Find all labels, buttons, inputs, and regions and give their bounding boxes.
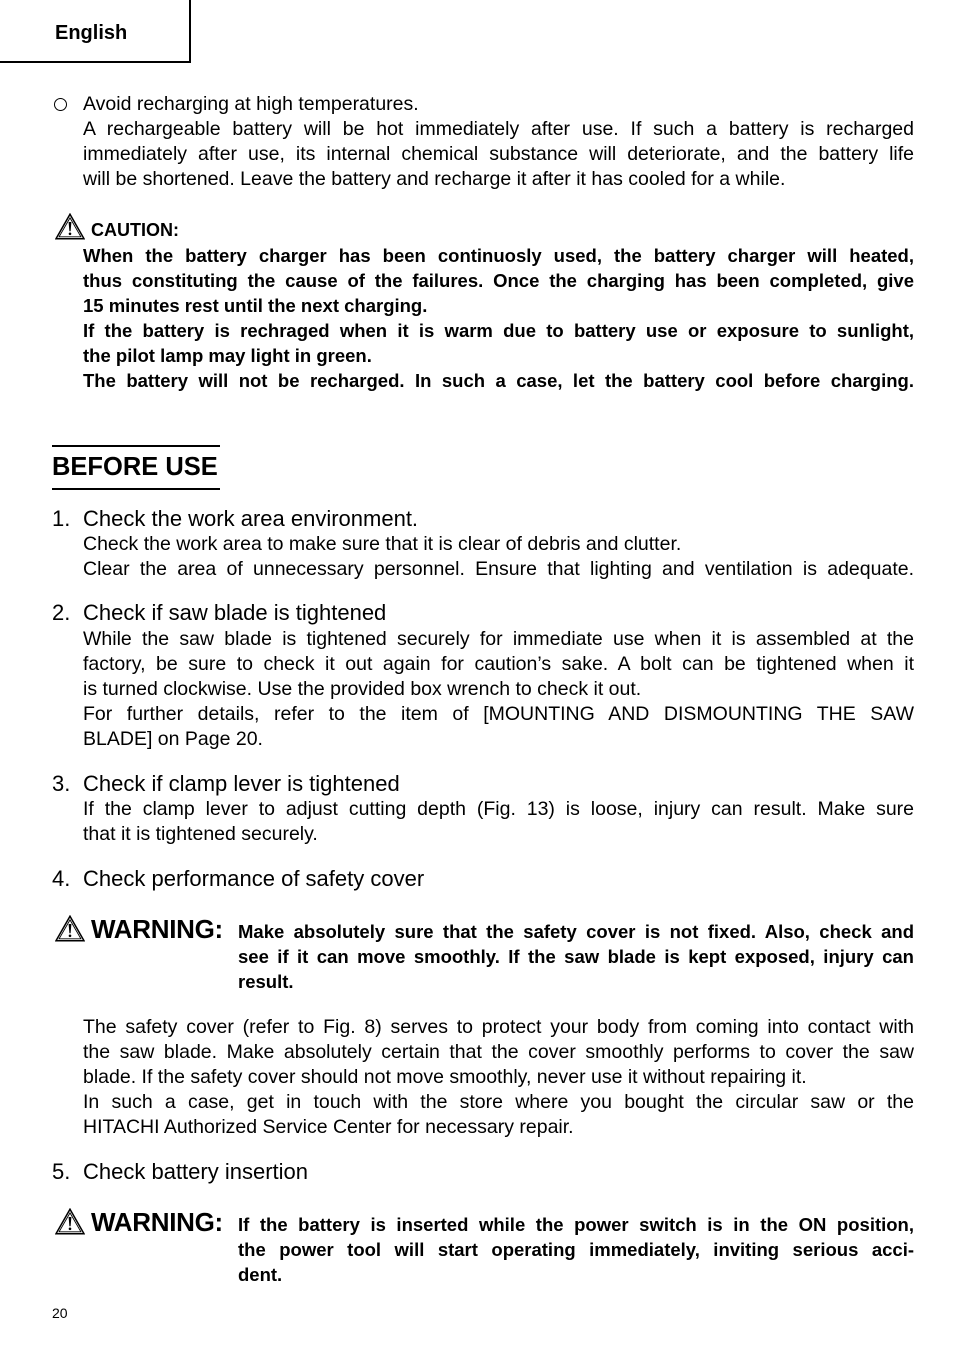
- warning-triangle-icon: [55, 1208, 85, 1235]
- warning-line: Make absolutely sure that the safety cover is not fixed. Also, check and: [238, 921, 914, 942]
- warning-line: dent.: [238, 1264, 283, 1285]
- item-number: 4.: [52, 866, 71, 891]
- circle-bullet-icon: [54, 98, 67, 111]
- language-label: English: [55, 22, 128, 44]
- caution-line: the pilot lamp may light in green.: [83, 345, 372, 366]
- item-number: 1.: [52, 506, 71, 531]
- item-title: Check if saw blade is tightened: [83, 600, 387, 625]
- caution-line: If the battery is rechraged when it is warm due to battery use or exposure to sunlight,: [83, 320, 914, 341]
- warning-line: If the battery is inserted while the power switch is in the ON position,: [238, 1214, 914, 1235]
- caution-text: [83, 243, 914, 393]
- item-title: Check performance of safety cover: [83, 866, 425, 891]
- item-line: Check the work area to make sure that it is clear of debris and clutter.: [83, 533, 682, 555]
- caution-triangle-icon: [55, 213, 85, 240]
- item-line: is turned clockwise. Use the provided box wrench to check it out.: [83, 678, 642, 700]
- item-line: the saw blade. Make absolutely certain that the cover smoothly performs to cover the saw: [83, 1041, 914, 1063]
- item-line: The safety cover (refer to Fig. 8) serves to protect your body from coming into contact with: [83, 1016, 914, 1038]
- item-line: factory, be sure to check it out again for caution’s sake. A bolt can be tightened when it: [83, 653, 914, 675]
- warning-line: see if it can move smoothly. If the saw blade is kept exposed, injury can: [238, 946, 914, 967]
- language-tab: [0, 0, 191, 63]
- item-number: 2.: [52, 600, 71, 625]
- item-line: that it is tightened securely.: [83, 823, 318, 845]
- warning-line: the power tool will start operating immediately, inviting serious acci-: [238, 1239, 914, 1260]
- note-line: A rechargeable battery will be hot immediately after use. If such a battery is recharged: [83, 118, 914, 140]
- item-number: 3.: [52, 771, 71, 796]
- item-line: While the saw blade is tightened securely for immediate use when it is assembled at the: [83, 628, 914, 650]
- item-line: blade. If the safety cover should not move smoothly, never use it without repairing it.: [83, 1066, 807, 1088]
- warning-text: [238, 919, 914, 994]
- caution-line: thus constituting the cause of the failures. Once the charging has been completed, give: [83, 270, 914, 291]
- note-line: will be shortened. Leave the battery and recharge it after it has cooled for a while.: [83, 168, 786, 190]
- item-line: Clear the area of unnecessary personnel. Ensure that lighting and ventilation is adequate.: [83, 558, 914, 580]
- item-text: [83, 1015, 914, 1140]
- recharge-note: [83, 92, 914, 192]
- warning-line: result.: [238, 971, 294, 992]
- section-title: BEFORE USE: [52, 445, 220, 490]
- caution-line: The battery will not be recharged. In such a case, let the battery cool before charging.: [83, 370, 914, 391]
- warning-triangle-icon: [55, 915, 85, 942]
- item-line: If the clamp lever to adjust cutting depth (Fig. 13) is loose, injury can result. Make sure: [83, 798, 914, 820]
- caution-label: CAUTION:: [91, 220, 179, 240]
- warning-label: WARNING:: [91, 1207, 223, 1237]
- caution-line: When the battery charger has been continuosly used, the battery charger will heated,: [83, 245, 914, 266]
- item-line: HITACHI Authorized Service Center for necessary repair.: [83, 1116, 574, 1138]
- item-line: BLADE] on Page 20.: [83, 728, 263, 750]
- warning-text: [238, 1212, 914, 1287]
- item-title: Check battery insertion: [83, 1159, 308, 1184]
- page-number: 20: [52, 1305, 68, 1321]
- item-text: [83, 797, 914, 847]
- item-title: Check the work area environment.: [83, 506, 419, 531]
- item-text: [83, 532, 914, 582]
- item-line: For further details, refer to the item of [MOUNTING AND DISMOUNTING THE SAW: [83, 703, 914, 725]
- item-title: Check if clamp lever is tightened: [83, 771, 400, 796]
- item-line: In such a case, get in touch with the store where you bought the circular saw or the: [83, 1091, 914, 1113]
- warning-label: WARNING:: [91, 914, 223, 944]
- item-text: [83, 627, 914, 752]
- item-number: 5.: [52, 1159, 71, 1184]
- note-line: immediately after use, its internal chemical substance will deteriorate, and the battery life: [83, 143, 914, 165]
- caution-line: 15 minutes rest until the next charging.: [83, 295, 428, 316]
- note-heading: Avoid recharging at high temperatures.: [83, 93, 419, 115]
